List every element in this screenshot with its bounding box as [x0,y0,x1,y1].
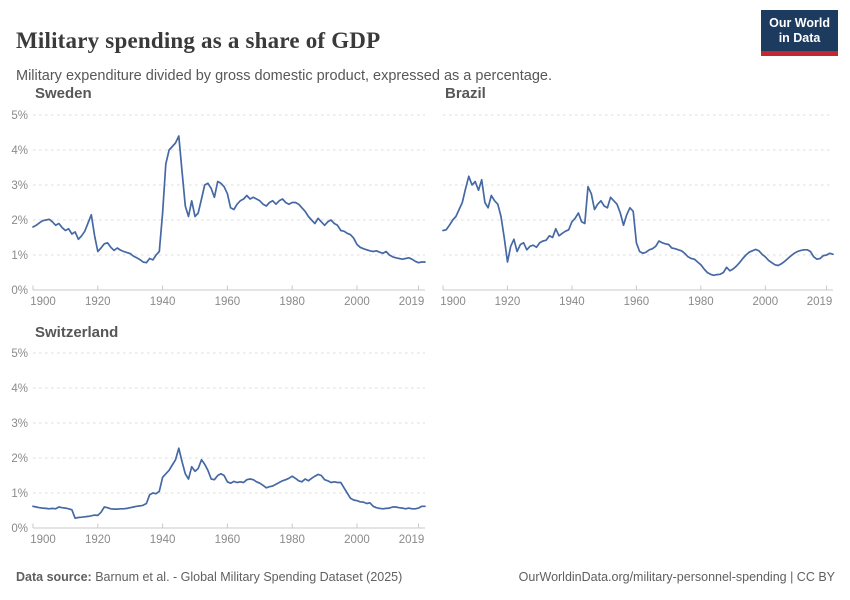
line-chart-sweden [0,105,432,317]
y-tick-label: 5% [11,110,28,122]
y-tick-label: 5% [11,348,28,360]
license-url-link[interactable]: OurWorldinData.org/military-personnel-spending | CC BY [518,570,835,584]
x-tick-label: 1980 [279,534,305,546]
x-tick-label: 2000 [344,534,370,546]
data-source-label: Data source: [16,570,92,584]
x-tick-label: 1920 [84,296,111,308]
data-source-text: Barnum et al. - Global Military Spending Dataset (2025) [91,570,403,584]
x-tick-label: 1980 [688,296,714,308]
x-tick-label: 2019 [398,534,425,546]
x-tick-label: 1960 [214,296,241,308]
x-tick-label: 1920 [494,296,521,308]
y-tick-label: 0% [11,285,28,297]
x-tick-label: 2019 [806,296,833,308]
data-source-note [16,570,402,584]
x-tick-label: 1900 [440,296,466,308]
x-tick-label: 2000 [752,296,779,308]
series-line [443,176,833,275]
chart-subtitle: Military expenditure divided by gross domestic product, expressed as a percentage. [16,67,552,84]
x-tick-label: 1960 [623,296,650,308]
facet-title-sweden: Sweden [35,85,92,102]
x-tick-label: 1980 [279,296,305,308]
owid-logo [761,10,838,56]
page-title: Military spending as a share of GDP [16,28,381,54]
line-chart-brazil [420,105,850,317]
y-tick-label: 1% [11,488,28,500]
facet-title-switzerland: Switzerland [35,324,119,341]
x-tick-label: 1900 [30,534,56,546]
line-chart-switzerland [0,343,432,555]
y-tick-label: 3% [11,418,28,430]
series-line [33,448,425,518]
owid-logo-line1: Our World [769,16,830,30]
y-tick-label: 4% [11,145,28,157]
series-line [33,136,425,263]
x-tick-label: 1940 [149,296,176,308]
y-tick-label: 4% [11,383,28,395]
y-tick-label: 2% [11,215,28,227]
x-tick-label: 1900 [30,296,56,308]
y-tick-label: 2% [11,453,28,465]
owid-logo-line2: in Data [778,31,821,46]
y-tick-label: 0% [11,523,28,535]
x-tick-label: 1940 [149,534,176,546]
x-tick-label: 2000 [344,296,370,308]
x-tick-label: 1940 [559,296,585,308]
facet-title-brazil: Brazil [445,85,486,102]
y-tick-label: 1% [11,250,28,262]
y-tick-label: 3% [11,180,28,192]
x-tick-label: 2019 [398,296,425,308]
x-tick-label: 1920 [84,534,111,546]
x-tick-label: 1960 [214,534,241,546]
